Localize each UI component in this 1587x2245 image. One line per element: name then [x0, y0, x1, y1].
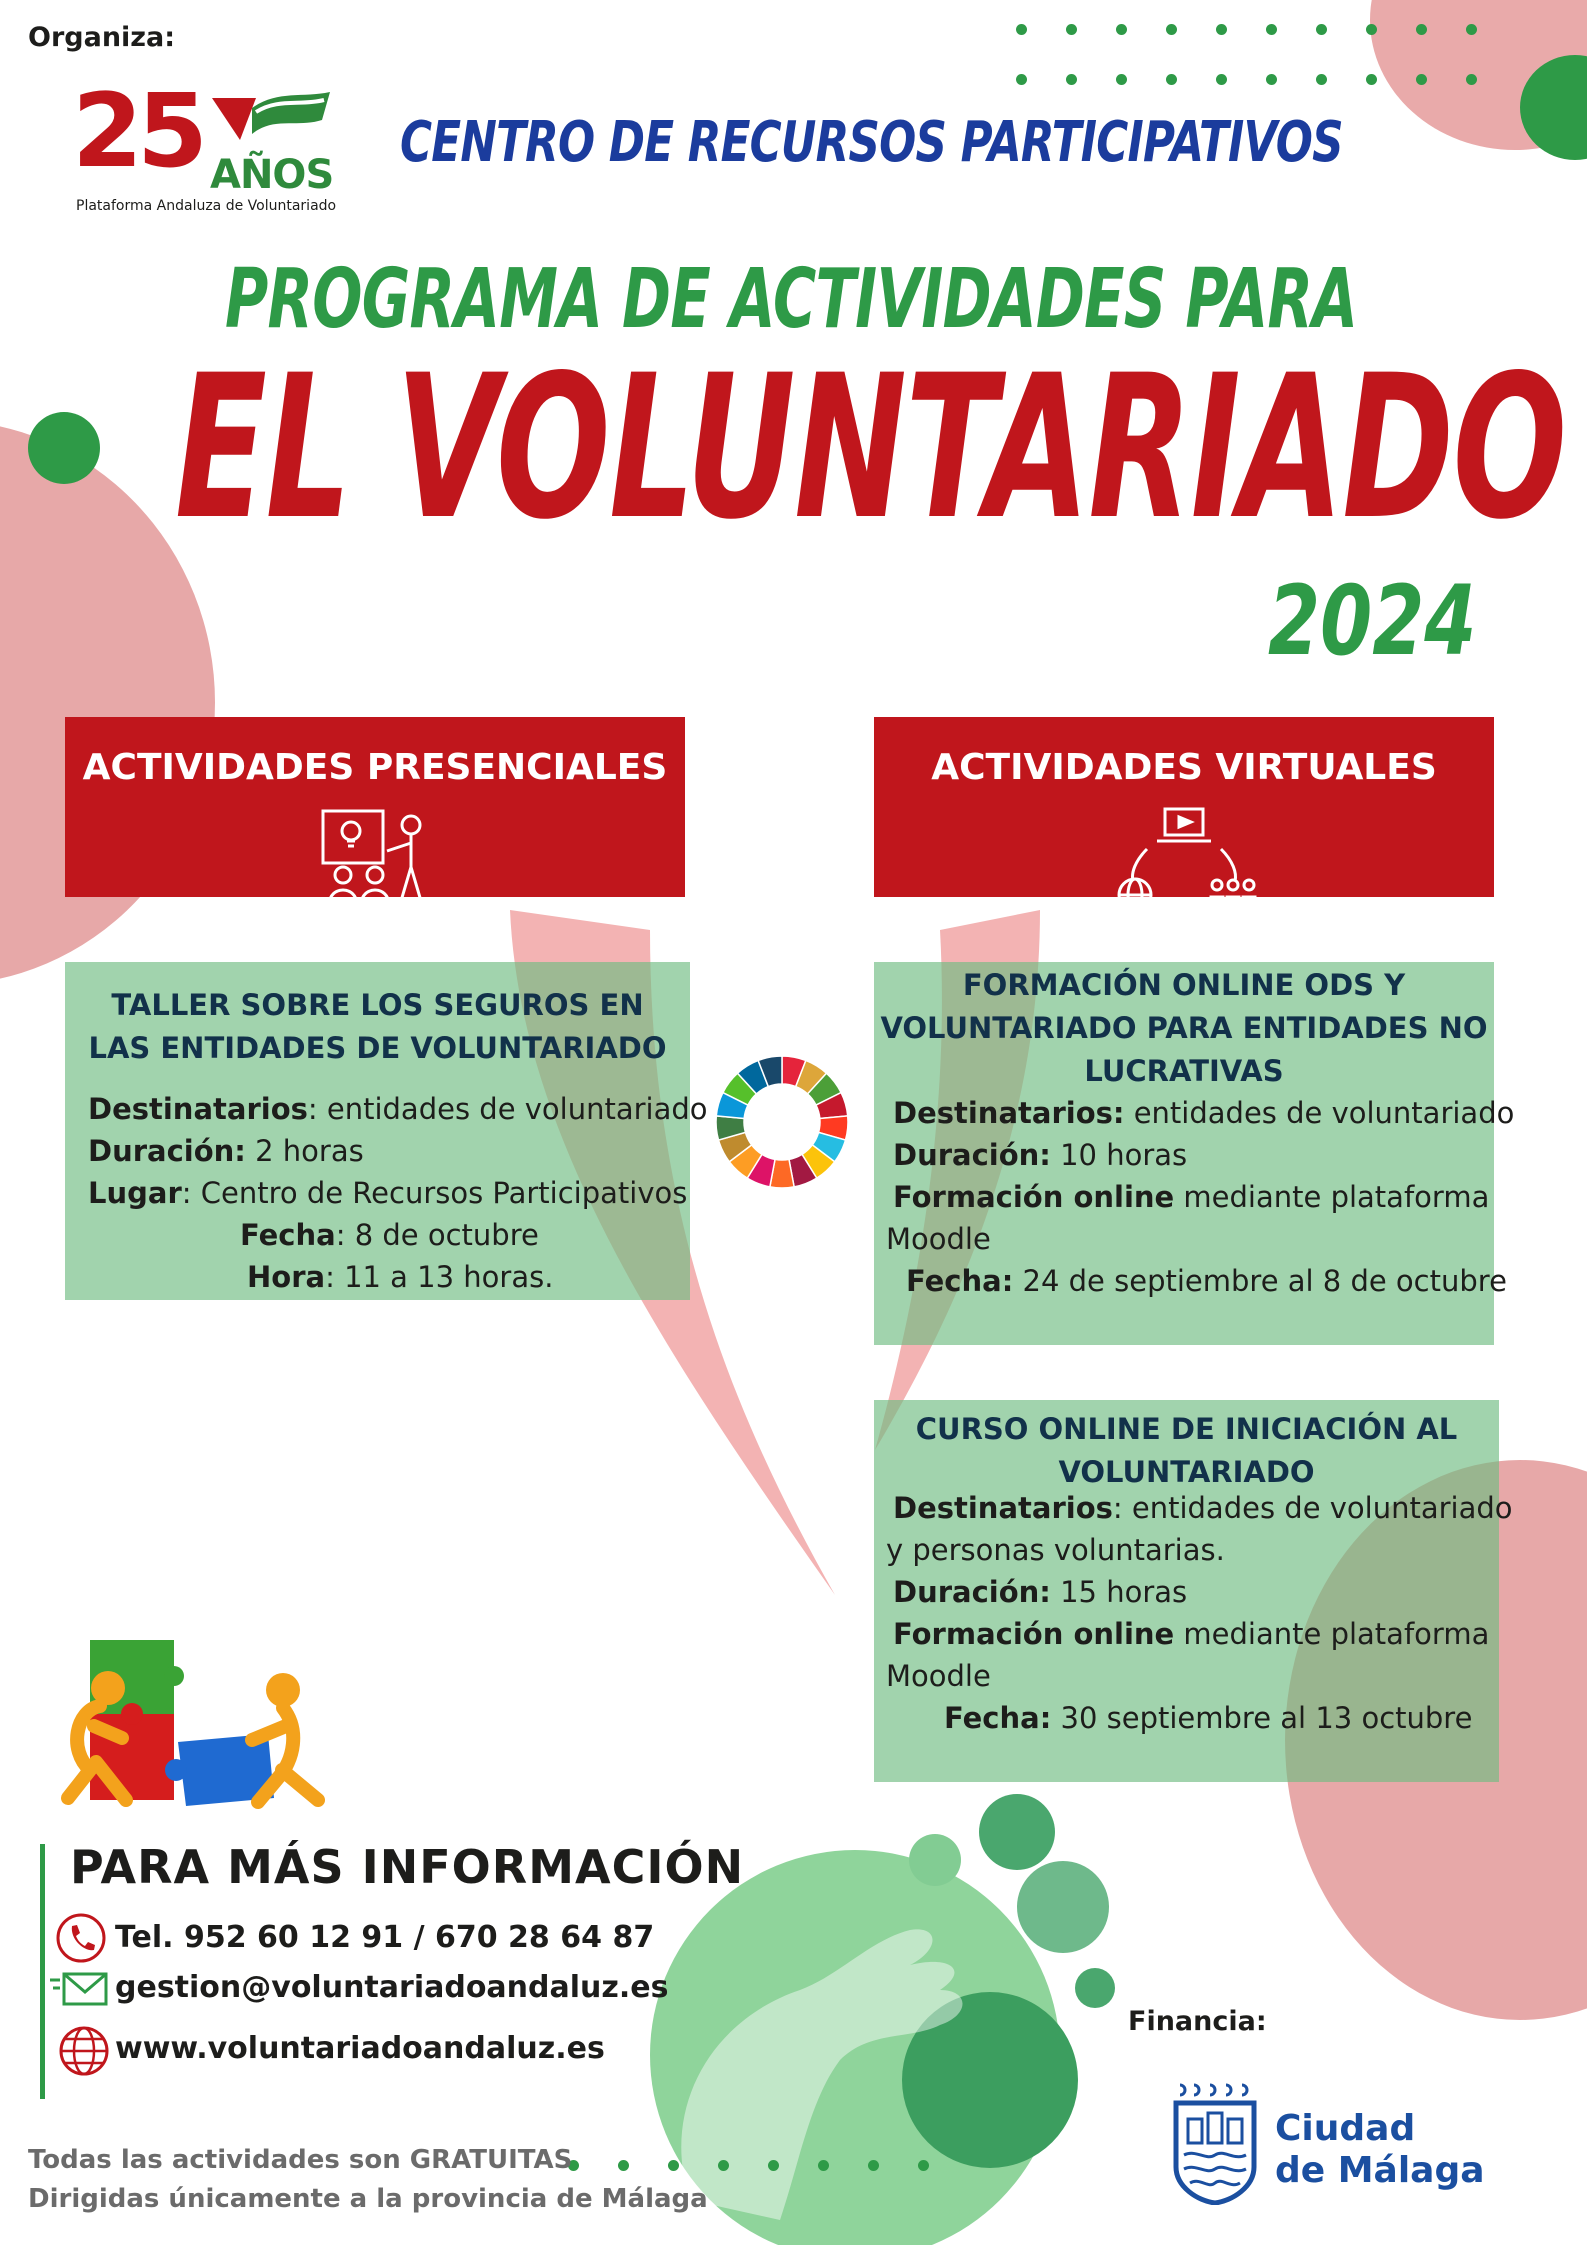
financia-label: Financia: — [1128, 2006, 1267, 2037]
taller-hora: Hora: 11 a 13 horas. — [247, 1260, 554, 1294]
puzzle-people-illustration — [38, 1630, 368, 1810]
teacher-presentation-icon — [315, 805, 435, 924]
logo-anos: AÑOS — [210, 152, 334, 198]
plataforma-logo — [72, 72, 342, 220]
email-link[interactable]: gestion@voluntariadoandaluz.es — [115, 1970, 669, 2005]
year-title: 2024 — [1268, 565, 1477, 677]
ods-formacion-cont: Moodle — [886, 1222, 991, 1256]
curso-formacion: Formación online mediante plataforma — [893, 1617, 1490, 1651]
taller-destinatarios: Destinatarios: entidades de voluntariado — [88, 1092, 708, 1126]
ciudad-malaga-logo-icon — [1172, 2083, 1258, 2205]
activity-ods — [874, 962, 1515, 1345]
category-virtuales-label: ACTIVIDADES VIRTUALES — [931, 747, 1437, 788]
ods-destinatarios: Destinatarios: entidades de voluntariado — [893, 1096, 1515, 1130]
footer-malaga: Dirigidas únicamente a la provincia de Málaga — [28, 2184, 708, 2214]
curso-formacion-cont: Moodle — [886, 1659, 991, 1693]
info-title: PARA MÁS INFORMACIÓN — [70, 1840, 745, 1894]
taller-title: TALLER SOBRE LOS SEGUROS EN LAS ENTIDADES DE VOLUNTARIADO — [88, 988, 667, 1065]
mail-icon — [50, 1970, 110, 2012]
ods-duracion: Duración: 10 horas — [893, 1138, 1188, 1172]
phone-link[interactable]: Tel. 952 60 12 91 / 670 28 64 87 — [115, 1920, 655, 1955]
curso-title: CURSO ONLINE DE INICIACIÓN AL VOLUNTARIADO — [915, 1412, 1458, 1489]
globe-icon — [58, 2025, 110, 2077]
logo-flag-icon — [212, 90, 332, 150]
organiza-label: Organiza: — [28, 22, 176, 53]
curso-destinatarios: Destinatarios: entidades de voluntariado — [893, 1491, 1513, 1525]
voluntariado-title: EL VOLUNTARIADO — [175, 332, 1566, 563]
web-link[interactable]: www.voluntariadoandaluz.es — [115, 2031, 605, 2066]
taller-lugar: Lugar: Centro de Recursos Participativos — [88, 1176, 688, 1210]
curso-fecha: Fecha: 30 septiembre al 13 octubre — [944, 1701, 1473, 1735]
logo-number: 25 — [72, 72, 202, 191]
ods-formacion: Formación online mediante plataforma — [893, 1180, 1490, 1214]
taller-fecha: Fecha: 8 de octubre — [240, 1218, 539, 1252]
activity-curso — [874, 1400, 1513, 1782]
activity-taller — [65, 962, 708, 1300]
sdg-wheel-icon — [712, 1052, 852, 1192]
footer-gratuitas: Todas las actividades son GRATUITAS — [28, 2145, 573, 2175]
centro-title: CENTRO DE RECURSOS PARTICIPATIVOS — [400, 110, 1343, 175]
curso-duracion: Duración: 15 horas — [893, 1575, 1188, 1609]
curso-destinatarios-cont: y personas voluntarias. — [886, 1533, 1225, 1567]
online-network-icon — [1109, 805, 1259, 924]
category-virtuales — [874, 717, 1494, 897]
category-presenciales — [65, 717, 685, 897]
phone-icon — [55, 1912, 107, 1964]
info-accent-bar — [40, 1844, 45, 2099]
programa-title: PROGRAMA DE ACTIVIDADES PARA — [225, 252, 1358, 347]
taller-duracion: Duración: 2 horas — [88, 1134, 364, 1168]
ods-fecha: Fecha: 24 de septiembre al 8 de octubre — [906, 1264, 1507, 1298]
logo-subtitle: Plataforma Andaluza de Voluntariado — [76, 198, 337, 214]
category-presenciales-label: ACTIVIDADES PRESENCIALES — [82, 747, 668, 788]
deco-circle-green-left — [28, 412, 100, 484]
ciudad-malaga-text: Ciudad de Málaga — [1275, 2108, 1485, 2191]
ods-title: FORMACIÓN ONLINE ODS Y VOLUNTARIADO PARA ENTIDADES NO LUCRATIVAS — [880, 968, 1488, 1088]
